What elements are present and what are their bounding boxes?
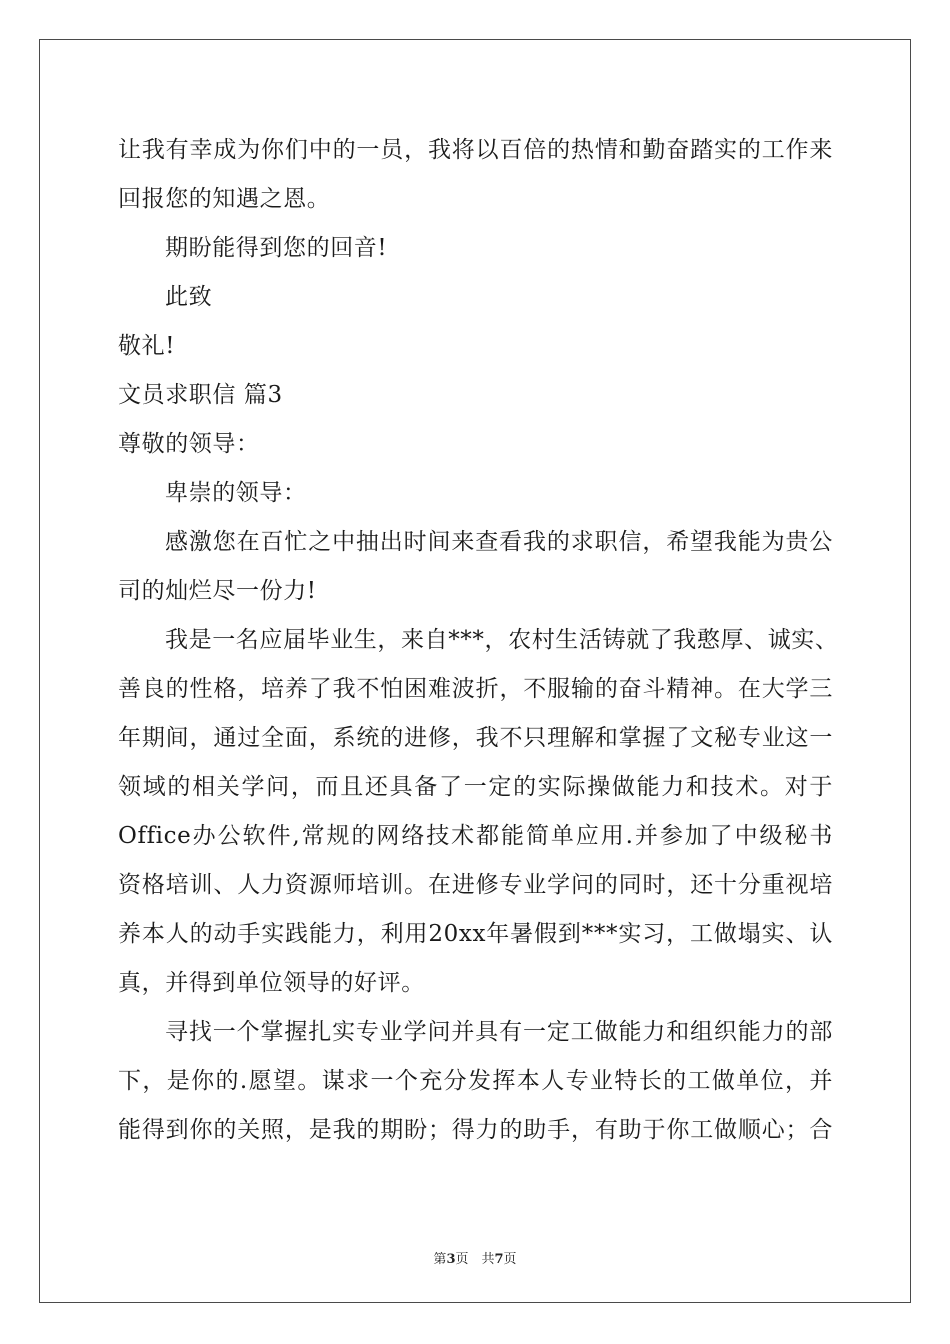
page-suffix: 页 bbox=[503, 1252, 517, 1267]
text-line: 资格培训、人力资源师培训。在进修专业学问的同时，还十分重视培 bbox=[118, 872, 833, 898]
current-page-number: 3 bbox=[446, 1252, 456, 1267]
text-line: 司的灿烂尽一份力! bbox=[118, 578, 317, 604]
text-line: 养本人的动手实践能力，利用20xx年暑假到***实习，工做塌实、认 bbox=[118, 921, 833, 947]
section-title: 文员求职信 篇3 bbox=[118, 382, 283, 408]
text-line: 感激您在百忙之中抽出时间来查看我的求职信，希望我能为贵公 bbox=[165, 529, 833, 555]
text-line: Office办公软件,常规的网络技术都能简单应用.并参加了中级秘书 bbox=[118, 823, 833, 849]
page-footer bbox=[0, 1248, 950, 1267]
total-page-number: 7 bbox=[494, 1252, 504, 1267]
text-line: 让我有幸成为你们中的一员，我将以百倍的热情和勤奋踏实的工作来 bbox=[118, 137, 833, 163]
text-line: 回报您的知遇之恩。 bbox=[118, 186, 331, 212]
text-line: 领域的相关学问，而且还具备了一定的实际操做能力和技术。对于 bbox=[118, 774, 833, 800]
closing-salutation: 此致 bbox=[165, 284, 213, 310]
page-prefix: 第 bbox=[433, 1252, 447, 1267]
closing-regards: 敬礼! bbox=[118, 333, 176, 359]
text-line: 寻找一个掌握扎实专业学问并具有一定工做能力和组织能力的部 bbox=[165, 1019, 833, 1045]
text-line: 善良的性格，培养了我不怕困难波折，不服输的奋斗精神。在大学三 bbox=[118, 676, 833, 702]
text-line: 年期间，通过全面，系统的进修，我不只理解和掌握了文秘专业这一 bbox=[118, 725, 833, 751]
greeting: 尊敬的领导： bbox=[118, 431, 260, 457]
text-line: 期盼能得到您的回音! bbox=[165, 235, 388, 261]
text-line: 下，是你的.愿望。谋求一个充分发挥本人专业特长的工做单位，并 bbox=[118, 1068, 833, 1094]
text-line: 我是一名应届毕业生，来自***，农村生活铸就了我憨厚、诚实、 bbox=[165, 627, 839, 653]
text-line: 能得到你的关照，是我的期盼；得力的助手，有助于你工做顺心；合 bbox=[118, 1117, 833, 1143]
text-line: 真，并得到单位领导的好评。 bbox=[118, 970, 425, 996]
greeting-secondary: 卑崇的领导： bbox=[165, 480, 307, 506]
page-mid: 页 共 bbox=[455, 1252, 495, 1267]
document-body bbox=[118, 126, 839, 1155]
